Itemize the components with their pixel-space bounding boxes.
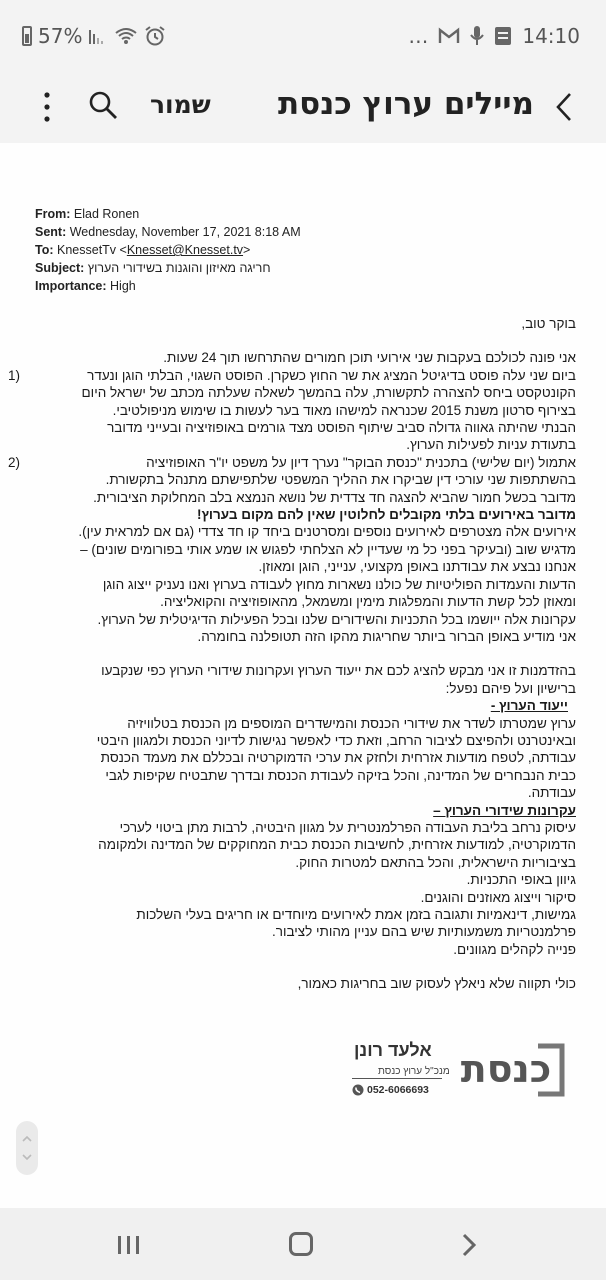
importance-line: Importance: High xyxy=(35,279,136,293)
from-value: Elad Ronen xyxy=(73,207,140,221)
body-line: עבודתה. xyxy=(527,785,576,801)
body-line: הדעות והעמדות הפוליטיות של כולנו נשארות מחוץ לעבודה בערוץ ואנו נעניק ייצוג הוגן xyxy=(102,576,576,592)
to-name: KnessetTv < xyxy=(57,243,127,257)
home-button[interactable] xyxy=(289,1232,313,1256)
clock: 14:10 xyxy=(522,24,580,48)
body-line: ערוץ שמטרתו לשדר את שידורי הכנסת והמישדרים המוספים מן הכנסת בטלוויזיה xyxy=(127,715,576,731)
item-2-number: 2) xyxy=(8,454,21,470)
body-line: הבנתי שהיתה גאווה גדולה סביב שיתוף הפוסט מצד גורמים באופוזיציה ובעייני מדובר xyxy=(107,420,576,436)
body-line: כבית הנבחרים של המדינה, והכל בזיקה לעבודת הכנסת ובדרך שתבטיח שקיפות לגבי xyxy=(105,767,576,783)
battery-icon xyxy=(22,26,32,46)
body-line: בציבוריות הישראלית, והכל בהתאם למטרות החוק. xyxy=(295,854,576,870)
microphone-icon xyxy=(470,25,484,47)
principles-title: עקרונות שידורי הערוץ – xyxy=(433,802,576,818)
scroll-handle[interactable] xyxy=(16,1121,38,1175)
signal-icon xyxy=(88,26,108,46)
body-line: בצירוף סרטון משנת 2015 שכנראה למישהו מאוד בער לעשות בו שימוש מניפולטיבי. xyxy=(112,402,576,418)
body-line: מדובר בכשל חמור שהביא להצגה חד צדדית של נושא הנמצא בלב המחלוקת הציבורית. xyxy=(93,489,576,505)
emphasis-line: מדובר באירועים בלתי מקובלים לחלוטין שאין להם מקום בערוץ! xyxy=(196,507,576,523)
body-line: סיקור וייצוג מאוזנים והוגנים. xyxy=(420,889,576,905)
signature-name: אלעד רונן xyxy=(354,1040,432,1060)
app-bar xyxy=(0,76,606,140)
signature xyxy=(338,1038,574,1118)
phone-icon xyxy=(352,1084,364,1096)
status-bar xyxy=(0,0,606,76)
alarm-icon xyxy=(144,25,166,47)
recent-apps-icon[interactable] xyxy=(116,1234,142,1256)
notes-icon xyxy=(494,26,512,46)
wifi-icon xyxy=(114,26,138,46)
greeting: בוקר טוב, xyxy=(521,316,576,331)
body-line: פרלמנטריות משמעותיות שיש בהם עניין מהותי לציבור. xyxy=(272,924,576,940)
item-2 xyxy=(8,454,576,645)
importance-value: High xyxy=(110,279,136,293)
subject-value: חריגה מאיזון והוגנות בשידורי הערוץ xyxy=(87,261,271,275)
nav-back-icon[interactable] xyxy=(458,1232,480,1258)
body-line: אירועים אלה מצטרפים לאירועים נוספים ומסרטנים ביחד קו חד צדדי (גם אם למראית עין). xyxy=(78,524,576,540)
body-line: ביום שני עלה פוסט בדיגיטל המציג את שר החוץ כשקרן. הפוסט השגוי, הבלתי הוגן ונעדר xyxy=(87,367,576,383)
to-line: To: KnessetTv <Knesset@Knesset.tv> xyxy=(35,243,251,257)
email-header xyxy=(35,205,301,295)
subject-line: Subject: חריגה מאיזון והוגנות בשידורי הערוץ xyxy=(35,261,271,275)
body-line: הדמוקרטיה, למודעות אזרחית, לחשיבות הכנסת כבית המחוקקים של המדינה ולמקומה xyxy=(98,837,576,853)
item-1 xyxy=(8,367,576,454)
sent-line: Sent: Wednesday, November 17, 2021 8:18 AM xyxy=(35,225,301,239)
chevron-up-icon xyxy=(16,1121,38,1175)
body-line: בהזדמנות זו אני מבקש להציג לכם את ייעוד הערוץ ועקרונות שידורי הערוץ כפי שנקבעו xyxy=(101,663,576,679)
back-chevron-icon[interactable] xyxy=(548,90,580,124)
body-line: בתעודת עניות לפעילות הערוץ. xyxy=(406,437,576,453)
signature-role: מנכ"ל ערוץ כנסת xyxy=(378,1066,450,1077)
body-line: מדגיש שוב (ובעיקר בפני כל מי שעדיין לא הצלחתי לפגוש או שמע אותי בפורומים שונים) – xyxy=(80,541,576,557)
to-email-link[interactable]: Knesset@Knesset.tv xyxy=(126,243,244,257)
body-line: ובאינטרנט ולהפיצם לציבור הרחב, וזאת כדי לאפשר נגישות לדיוני הכנסת ולמגוון היבטי xyxy=(96,732,576,748)
signature-phone: 052-6066693 xyxy=(352,1084,429,1096)
email-document[interactable] xyxy=(0,143,606,1208)
from-line: From: Elad Ronen xyxy=(35,207,140,221)
knesset-logo xyxy=(442,1038,568,1098)
body-line: פנייה לקהלים מגוונים. xyxy=(453,941,576,957)
body-line: עבודתה, לטפח מודעות אזרחית ולחזק את ערכי הדמוקרטיה ובכללם את מעמד הכנסת xyxy=(100,750,576,766)
status-right xyxy=(408,24,580,48)
body-line: עקרונות אלה ייושמו בכל התכניות והשידורים שלנו ובכל הפעילות הדיגיטלית של הערוץ. xyxy=(97,611,576,627)
sent-value: Wednesday, November 17, 2021 8:18 AM xyxy=(69,225,301,239)
body-line: עיסוק נרחב בליבת העבודה הפרלמנטרית על מגוון היבטיה, לרבות מתן ביטוי לערכי xyxy=(119,819,576,835)
body-line: ומאוזן לכל קשת הדעות והמפלגות מימין ומשמאל, מהאופוזיציה והקואליציה. xyxy=(160,594,576,610)
intro: אני פונה לכולכם בעקבות שני אירועי תוכן חמורים שהתרחשו תוך 24 שעות. xyxy=(163,350,576,366)
status-left xyxy=(22,24,166,48)
save-button[interactable]: שמור xyxy=(150,90,211,119)
body-line: גיוון באופי התכניות. xyxy=(466,872,576,888)
search-icon[interactable] xyxy=(88,90,118,120)
more-notifications-icon: … xyxy=(408,24,429,48)
signature-divider xyxy=(352,1078,442,1079)
body-line: אנחנו נבצע את עבודתנו באופן מקצועי, ענייני, הוגן ומאוזן. xyxy=(258,559,576,575)
more-options-icon[interactable] xyxy=(40,90,54,124)
body-line: גמישות, דינאמיות ותגובה בזמן אמת לאירועים מיוחדים או חריגים בעלי השלכות xyxy=(136,907,576,922)
body-line: אתמול (יום שלישי) בתכנית "כנסת הבוקר" נערך דיון על משפט יו"ר האופוזיציה xyxy=(146,454,576,470)
closing: כולי תקווה שלא ניאלץ לעסוק שוב בחריגות כאמור, xyxy=(297,976,576,992)
body-line: ברישיון ועל פיהם נפעל: xyxy=(445,680,576,696)
logo-text: כנסת xyxy=(460,1047,552,1091)
battery-percent: 57% xyxy=(38,24,83,48)
email-body xyxy=(8,315,576,993)
body-line: אני מודיע באופן הברור ביותר שחריגות מהקו הזה תטופלנה בחומרה. xyxy=(197,628,576,644)
purpose-title: ייעוד הערוץ - xyxy=(490,698,568,714)
gmail-icon xyxy=(438,27,460,45)
system-nav-bar xyxy=(0,1208,606,1280)
page-title: מיילים ערוץ כנסת xyxy=(277,86,534,122)
body-line: הקונטקסט ביחס להצהרה לתקשורת, עלה בהמשך לשאלה שעלתה מכתב של ישראל היום xyxy=(81,385,576,401)
body-line: בהשתתפות שני עורכי דין שביקרו את ההליך המשפטי שלתפישתם מתנהל בתקשורת. xyxy=(105,472,576,488)
item-1-number: 1) xyxy=(8,367,21,383)
